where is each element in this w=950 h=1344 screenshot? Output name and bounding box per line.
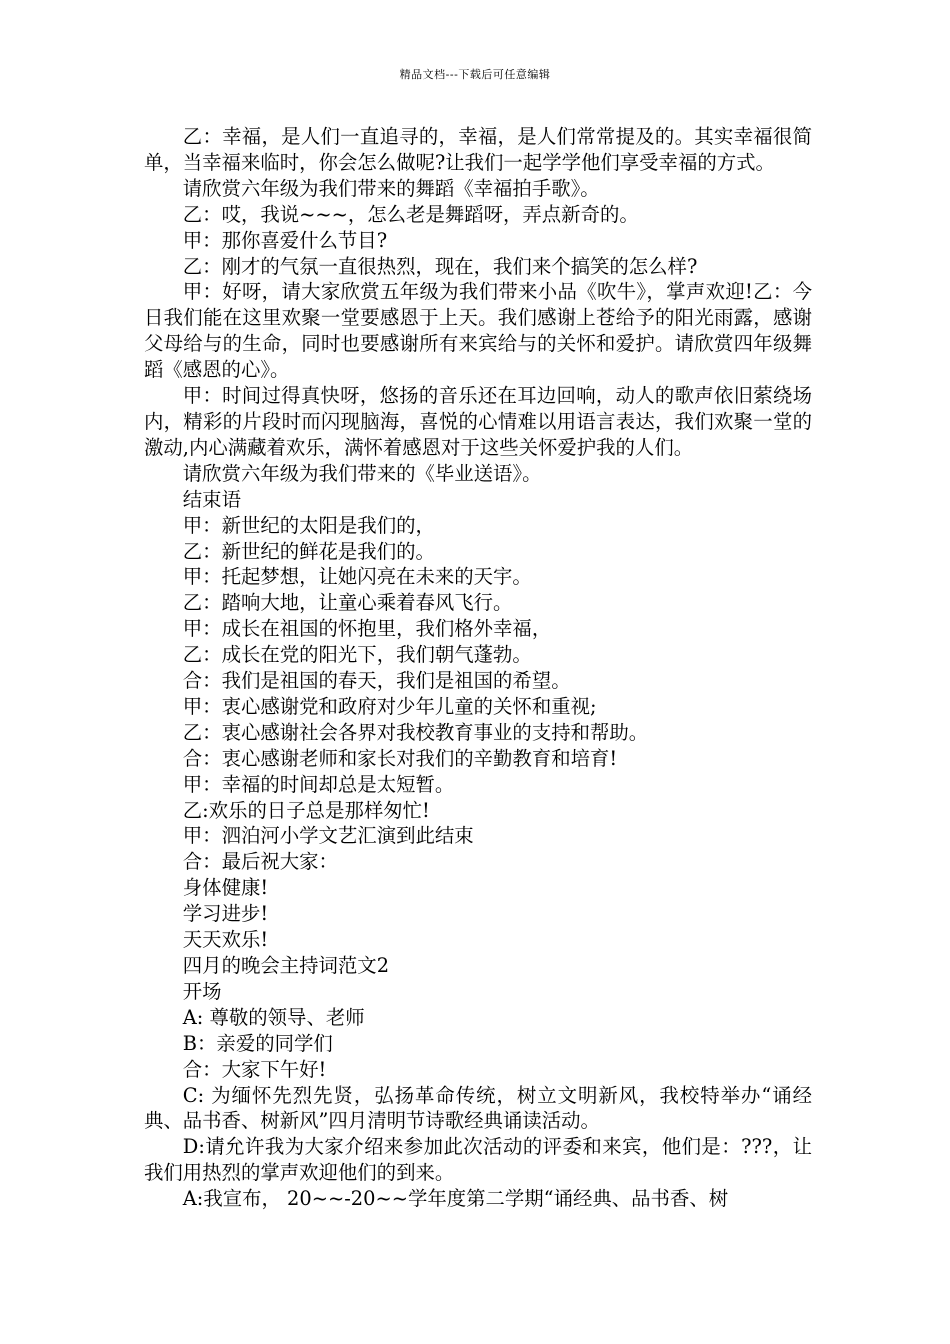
paragraph: 乙：哎，我说~~~，怎么老是舞蹈呀，弄点新奇的。: [182, 202, 639, 226]
paragraph: 乙：踏响大地，让童心乘着春风飞行。: [182, 591, 513, 615]
paragraph: 合：大家下午好!: [182, 1057, 327, 1081]
paragraph: 乙：成长在党的阳光下，我们朝气蓬勃。: [182, 643, 532, 667]
paragraph: 甲：泗泊河小学文艺汇演到此结束: [182, 824, 474, 848]
paragraph: 请欣赏六年级为我们带来的舞蹈《幸福拍手歌》。: [182, 176, 600, 200]
document-body: [144, 124, 812, 1212]
paragraph: 乙:欢乐的日子总是那样匆忙!: [182, 798, 430, 822]
paragraph: 乙：幸福，是人们一直追寻的，幸福，是人们常常提及的。其实幸福很简单，当幸福来临时，你会怎么做呢?让我们一起学学他们享受幸福的方式。: [144, 125, 812, 174]
paragraph: 甲：新世纪的太阳是我们的，: [182, 513, 435, 537]
paragraph: A:我宣布， 20~~-20~~学年度第二学期“诵经典、品书香、树: [182, 1187, 729, 1211]
paragraph: 甲：那你喜爱什么节目?: [182, 228, 388, 252]
paragraph: 乙：刚才的气氛一直很热烈，现在，我们来个搞笑的怎么样?: [182, 254, 698, 278]
section-heading: 结束语: [182, 487, 241, 511]
paragraph: 甲：成长在祖国的怀抱里，我们格外幸福，: [182, 617, 552, 641]
paragraph: 乙：新世纪的鲜花是我们的。: [182, 539, 435, 563]
paragraph: 合：最后祝大家：: [182, 850, 338, 874]
paragraph: B：亲爱的同学们: [182, 1031, 333, 1055]
paragraph: A: 尊敬的领导、老师: [182, 1005, 365, 1029]
paragraph: 请欣赏六年级为我们带来的《毕业送语》。: [182, 461, 542, 485]
page-header: 精品文档---下载后可任意编辑: [399, 68, 551, 81]
paragraph: 甲：好呀，请大家欣赏五年级为我们带来小品《吹牛》，掌声欢迎!乙：今日我们能在这里欢聚一堂要感恩于上天。我们感谢上苍给予的阳光雨露，感谢父母给与的生命，同时也要感谢所有来宾给与的关怀和爱护。请欣赏四年级舞蹈《感恩的心》。: [144, 280, 812, 382]
paragraph: C: 为缅怀先烈先贤，弘扬革命传统，树立文明新风，我校特举办“诵经典、品书香、树新风”四月清明节诗歌经典诵读活动。: [144, 1083, 812, 1133]
paragraph: 乙：衷心感谢社会各界对我校教育事业的支持和帮助。: [182, 720, 649, 744]
paragraph: D:请允许我为大家介绍来参加此次活动的评委和来宾，他们是：???，让我们用热烈的掌声欢迎他们的到来。: [144, 1135, 812, 1185]
section-title: 四月的晚会主持词范文2: [182, 954, 390, 977]
paragraph: 学习进步!: [182, 902, 269, 926]
paragraph: 身体健康!: [182, 876, 269, 900]
paragraph: 甲：托起梦想，让她闪亮在未来的天宇。: [182, 565, 532, 589]
paragraph: 天天欢乐!: [182, 928, 269, 952]
section-heading: 开场: [182, 979, 222, 1003]
paragraph: 合：我们是祖国的春天，我们是祖国的希望。: [182, 669, 571, 693]
paragraph: 合：衷心感谢老师和家长对我们的辛勤教育和培育!: [182, 746, 618, 770]
paragraph: 甲：幸福的时间却总是太短暂。: [182, 772, 455, 796]
paragraph: 甲：时间过得真快呀，悠扬的音乐还在耳边回响，动人的歌声依旧萦绕场内，精彩的片段时而闪现脑海，喜悦的心情难以用语言表达，我们欢聚一堂的激动,内心满藏着欢乐，满怀着感恩对于这些关怀爱护我的人们。: [144, 384, 812, 459]
paragraph: 甲：衷心感谢党和政府对少年儿童的关怀和重视;: [182, 694, 597, 718]
